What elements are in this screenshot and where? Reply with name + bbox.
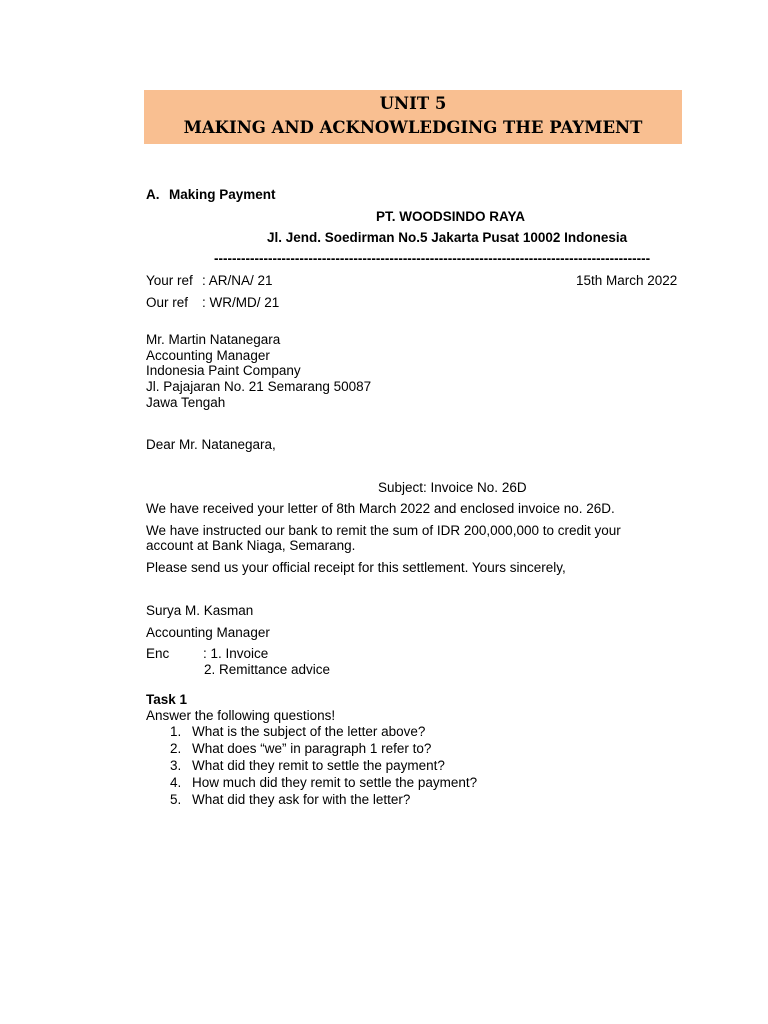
- enclosure-item-2: 2. Remittance advice: [204, 662, 331, 677]
- recipient-region: Jawa Tengah: [146, 395, 226, 410]
- recipient-street: Jl. Pajajaran No. 21 Semarang 50087: [146, 379, 372, 394]
- unit-banner: [144, 90, 682, 144]
- letterhead-address: Jl. Jend. Soedirman No.5 Jakarta Pusat 10002 Indonesia: [267, 230, 628, 245]
- letterhead-divider: -------------------------------------------------------------------------------------------------: [214, 251, 651, 266]
- question-text: What did they remit to settle the payment?: [192, 758, 445, 773]
- signer-title: Accounting Manager: [146, 625, 270, 640]
- paragraph-3: Please send us your official receipt for this settlement. Yours sincerely,: [146, 560, 566, 575]
- your-ref-value: : AR/NA/ 21: [202, 273, 273, 288]
- unit-number: UNIT 5: [379, 94, 447, 113]
- section-marker: A.: [146, 187, 160, 202]
- question-number: 2.: [170, 741, 182, 756]
- section-heading: Making Payment: [169, 187, 276, 202]
- salutation: Dear Mr. Natanegara,: [146, 437, 276, 452]
- paragraph-2-line-2: account at Bank Niaga, Semarang.: [146, 538, 356, 553]
- letter-subject: Subject: Invoice No. 26D: [378, 480, 527, 495]
- question-number: 1.: [170, 724, 182, 739]
- your-ref-label: Your ref: [146, 273, 193, 288]
- unit-title: MAKING AND ACKNOWLEDGING THE PAYMENT: [183, 118, 643, 137]
- recipient-company: Indonesia Paint Company: [146, 363, 301, 378]
- signer-name: Surya M. Kasman: [146, 603, 254, 618]
- question-text: What is the subject of the letter above?: [192, 724, 426, 739]
- recipient-name: Mr. Martin Natanegara: [146, 332, 281, 347]
- question-number: 3.: [170, 758, 182, 773]
- enclosure-item-1: : 1. Invoice: [203, 646, 269, 661]
- recipient-title: Accounting Manager: [146, 348, 270, 363]
- letter-date: 15th March 2022: [576, 273, 678, 288]
- our-ref-value: : WR/MD/ 21: [202, 295, 280, 310]
- our-ref-label: Our ref: [146, 295, 189, 310]
- paragraph-2-line-1: We have instructed our bank to remit the sum of IDR 200,000,000 to credit your: [146, 523, 621, 538]
- question-text: What did they ask for with the letter?: [192, 792, 411, 807]
- question-number: 4.: [170, 775, 182, 790]
- paragraph-1: We have received your letter of 8th March 2022 and enclosed invoice no. 26D.: [146, 501, 615, 516]
- task-instruction: Answer the following questions!: [146, 708, 336, 723]
- enclosure-label: Enc: [146, 646, 170, 661]
- question-number: 5.: [170, 792, 182, 807]
- task-title: Task 1: [146, 692, 188, 707]
- letterhead-company: PT. WOODSINDO RAYA: [376, 209, 526, 224]
- question-text: What does “we” in paragraph 1 refer to?: [192, 741, 432, 756]
- question-text: How much did they remit to settle the payment?: [192, 775, 478, 790]
